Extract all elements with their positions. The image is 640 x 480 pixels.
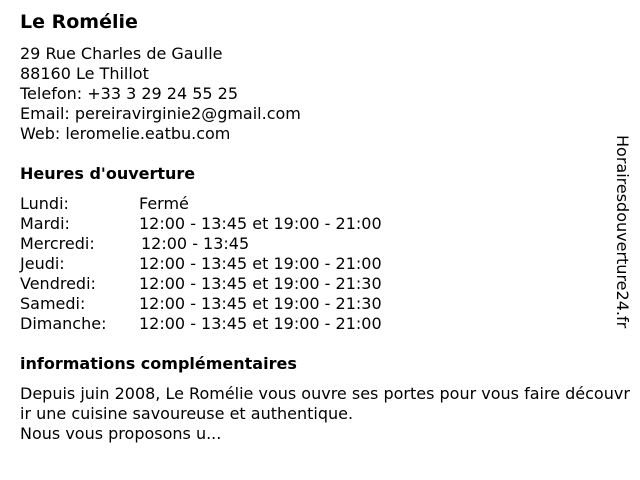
opening-hours-heading: Heures d'ouverture	[20, 164, 196, 183]
hours-day: Mercredi:	[20, 234, 95, 253]
phone-number: Telefon: +33 3 29 24 55 25	[20, 84, 239, 103]
hours-day: Dimanche:	[20, 314, 107, 333]
hours-time: 12:00 - 13:45 et 19:00 - 21:00	[139, 254, 382, 273]
additional-info-heading: informations complémentaires	[20, 354, 297, 373]
hours-day: Samedi:	[20, 294, 86, 313]
hours-day: Jeudi:	[20, 254, 65, 273]
business-name: Le Romélie	[20, 11, 138, 33]
hours-time: 12:00 - 13:45 et 19:00 - 21:30	[139, 274, 382, 293]
hours-time: 12:00 - 13:45 et 19:00 - 21:00	[139, 314, 382, 333]
hours-day: Lundi:	[20, 194, 69, 213]
hours-time: 12:00 - 13:45 et 19:00 - 21:00	[139, 214, 382, 233]
hours-day: Vendredi:	[20, 274, 96, 293]
hours-time: 12:00 - 13:45 et 19:00 - 21:30	[139, 294, 382, 313]
address-street: 29 Rue Charles de Gaulle	[20, 44, 223, 63]
hours-time: Fermé	[139, 194, 189, 213]
website: Web: leromelie.eatbu.com	[20, 124, 231, 143]
hours-time: 12:00 - 13:45	[141, 234, 250, 253]
address-city: 88160 Le Thillot	[20, 64, 149, 83]
email-address: Email: pereiravirginie2@gmail.com	[20, 104, 301, 123]
additional-info-text: Depuis juin 2008, Le Romélie vous ouvre ses portes pour vous faire découvrir une cuisine savoureuse et authentique. Nous vous proposons u...	[20, 384, 630, 443]
hours-day: Mardi:	[20, 214, 70, 233]
site-watermark: Horairesdouverture24.fr	[613, 135, 632, 329]
